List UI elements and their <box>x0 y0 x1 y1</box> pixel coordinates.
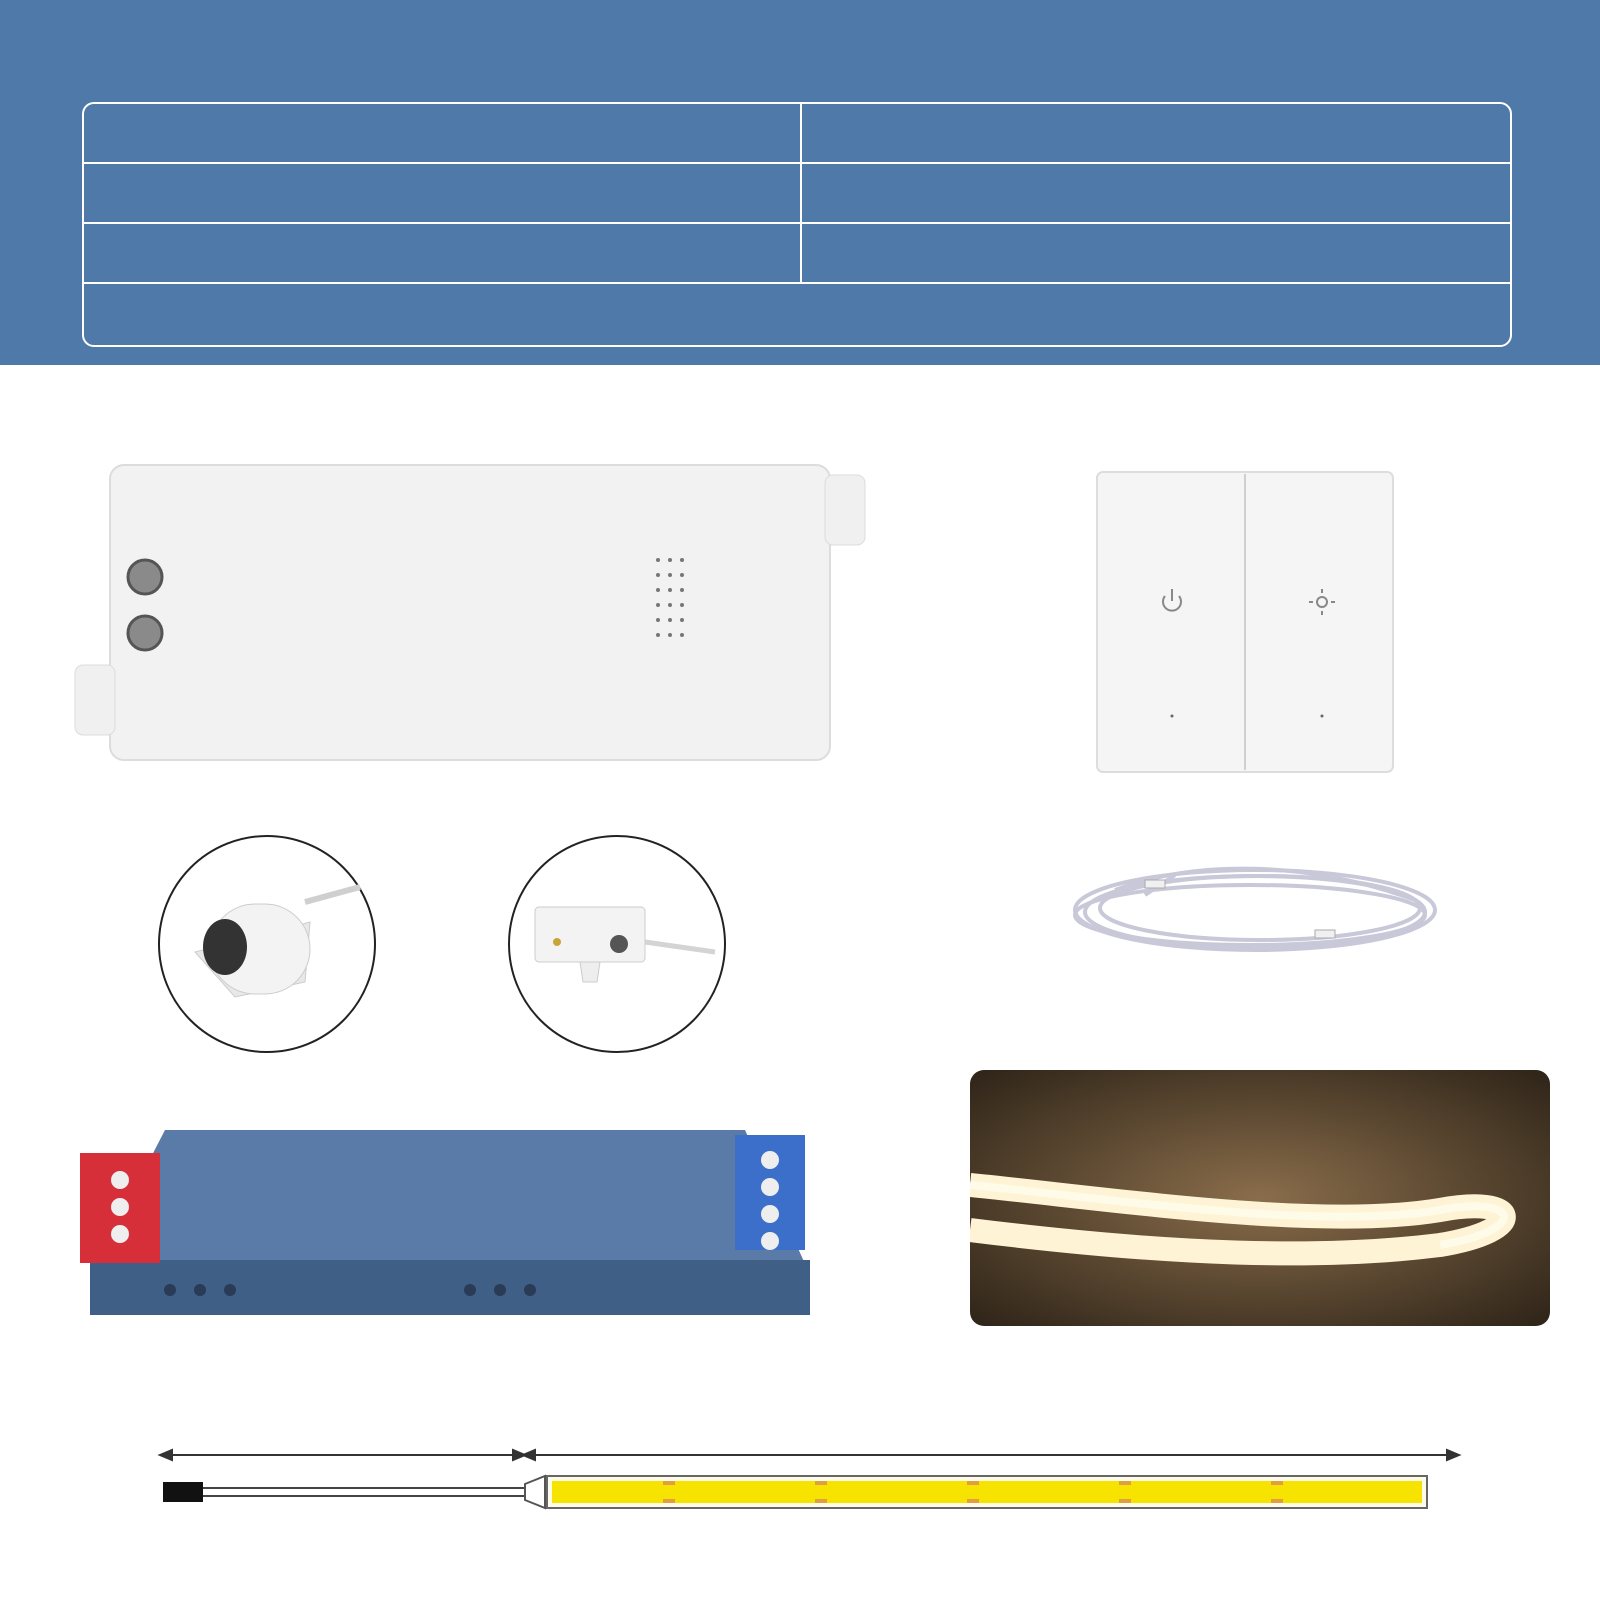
header-band <box>0 0 1600 365</box>
table-row <box>84 104 1510 164</box>
dupont-cable-image <box>1045 840 1465 990</box>
daylight-sensor-image <box>505 832 729 1056</box>
cob-strip-diagram <box>155 1440 1465 1520</box>
table-row <box>84 284 1510 344</box>
kit-contents-table <box>82 102 1512 347</box>
pir-sensor-image <box>155 832 379 1056</box>
table-row <box>84 224 1510 284</box>
cob-strip-photo <box>970 1070 1550 1326</box>
table-row <box>84 164 1510 224</box>
panel-switch-image <box>1095 470 1405 780</box>
controller-image <box>70 455 870 775</box>
power-supply-image <box>70 1125 840 1320</box>
